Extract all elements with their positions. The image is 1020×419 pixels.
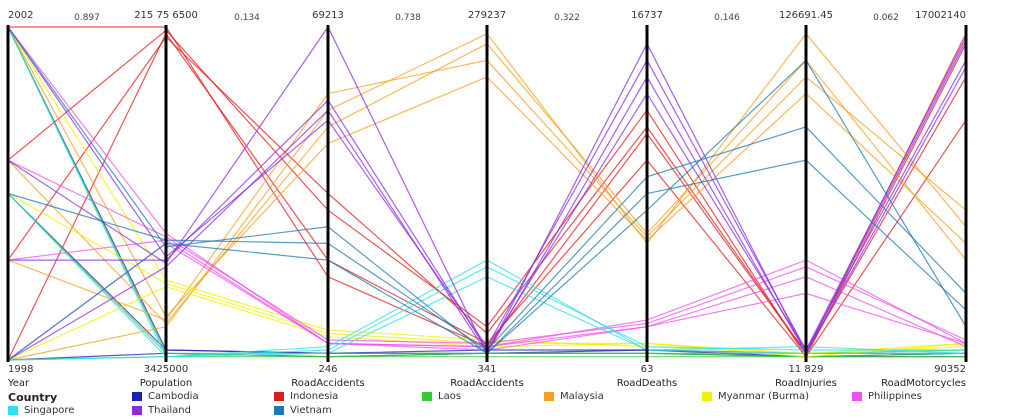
legend-title: Country [8, 391, 58, 404]
correlation-label: 0.322 [554, 13, 580, 23]
legend-swatch [422, 392, 432, 401]
legend-swatch [274, 392, 284, 401]
legend-swatch [132, 406, 142, 415]
axis-max-label: 2002 [8, 10, 34, 21]
legend-item [8, 405, 74, 417]
axis-name-label: RoadAccidents [450, 378, 524, 389]
legend-label: Vietnam [290, 405, 332, 416]
legend-item [274, 391, 338, 403]
legend-item [702, 391, 809, 403]
axis-min-label: 63 [640, 364, 654, 375]
legend-label: Singapore [24, 405, 75, 416]
correlation-label: 0.062 [873, 13, 899, 23]
legend-item [132, 391, 199, 403]
correlation-label: 0.897 [74, 13, 100, 23]
legend-label: Philippines [868, 391, 922, 402]
legend-swatch [274, 406, 284, 415]
correlation-label: 0.134 [234, 13, 260, 23]
legend-item [852, 391, 922, 403]
axis-min-label: 1998 [8, 364, 34, 375]
axis-max-label: 16737 [631, 10, 663, 21]
legend-item [422, 391, 461, 403]
axis-min-label: 90352 [934, 364, 966, 375]
axis-min-label: 341 [477, 364, 497, 375]
axis-max-label: 279237 [467, 10, 507, 21]
axis-min-label: 11 829 [788, 364, 824, 375]
correlation-label: 0.146 [714, 13, 740, 23]
legend-label: Indonesia [290, 391, 339, 402]
legend-swatch [132, 392, 142, 401]
axis-name-label: Year [8, 378, 30, 389]
legend-label: Laos [438, 391, 462, 402]
axis-name-label: RoadMotorcycles [881, 378, 966, 389]
legend-label: Malaysia [560, 391, 604, 402]
legend-swatch [852, 392, 862, 401]
axis-name-label: RoadDeaths [616, 378, 678, 389]
legend-label: Myanmar (Burma) [718, 391, 809, 402]
axis-name-label: RoadInjuries [775, 378, 837, 389]
axis-max-label: 17002140 [915, 10, 966, 21]
correlation-label: 0.738 [395, 13, 421, 23]
legend-label: Thailand [148, 405, 191, 416]
axis-max-label: 69213 [312, 10, 344, 21]
legend-swatch [544, 392, 554, 401]
axis-min-label: 246 [318, 364, 338, 375]
legend [2, 388, 1002, 418]
axes [8, 25, 966, 362]
legend-item [544, 391, 604, 403]
axis-name-label: RoadAccidents [291, 378, 365, 389]
axis-min-label: 3425000 [143, 364, 189, 375]
axis-max-label: 215 75 6500 [134, 10, 198, 21]
legend-swatch [702, 392, 712, 401]
legend-item [274, 405, 332, 417]
legend-item [132, 405, 191, 417]
legend-swatch [8, 406, 18, 415]
legend-label: Cambodia [148, 391, 199, 402]
axis-max-label: 126691.45 [778, 10, 834, 21]
axis-name-label: Population [139, 378, 193, 389]
